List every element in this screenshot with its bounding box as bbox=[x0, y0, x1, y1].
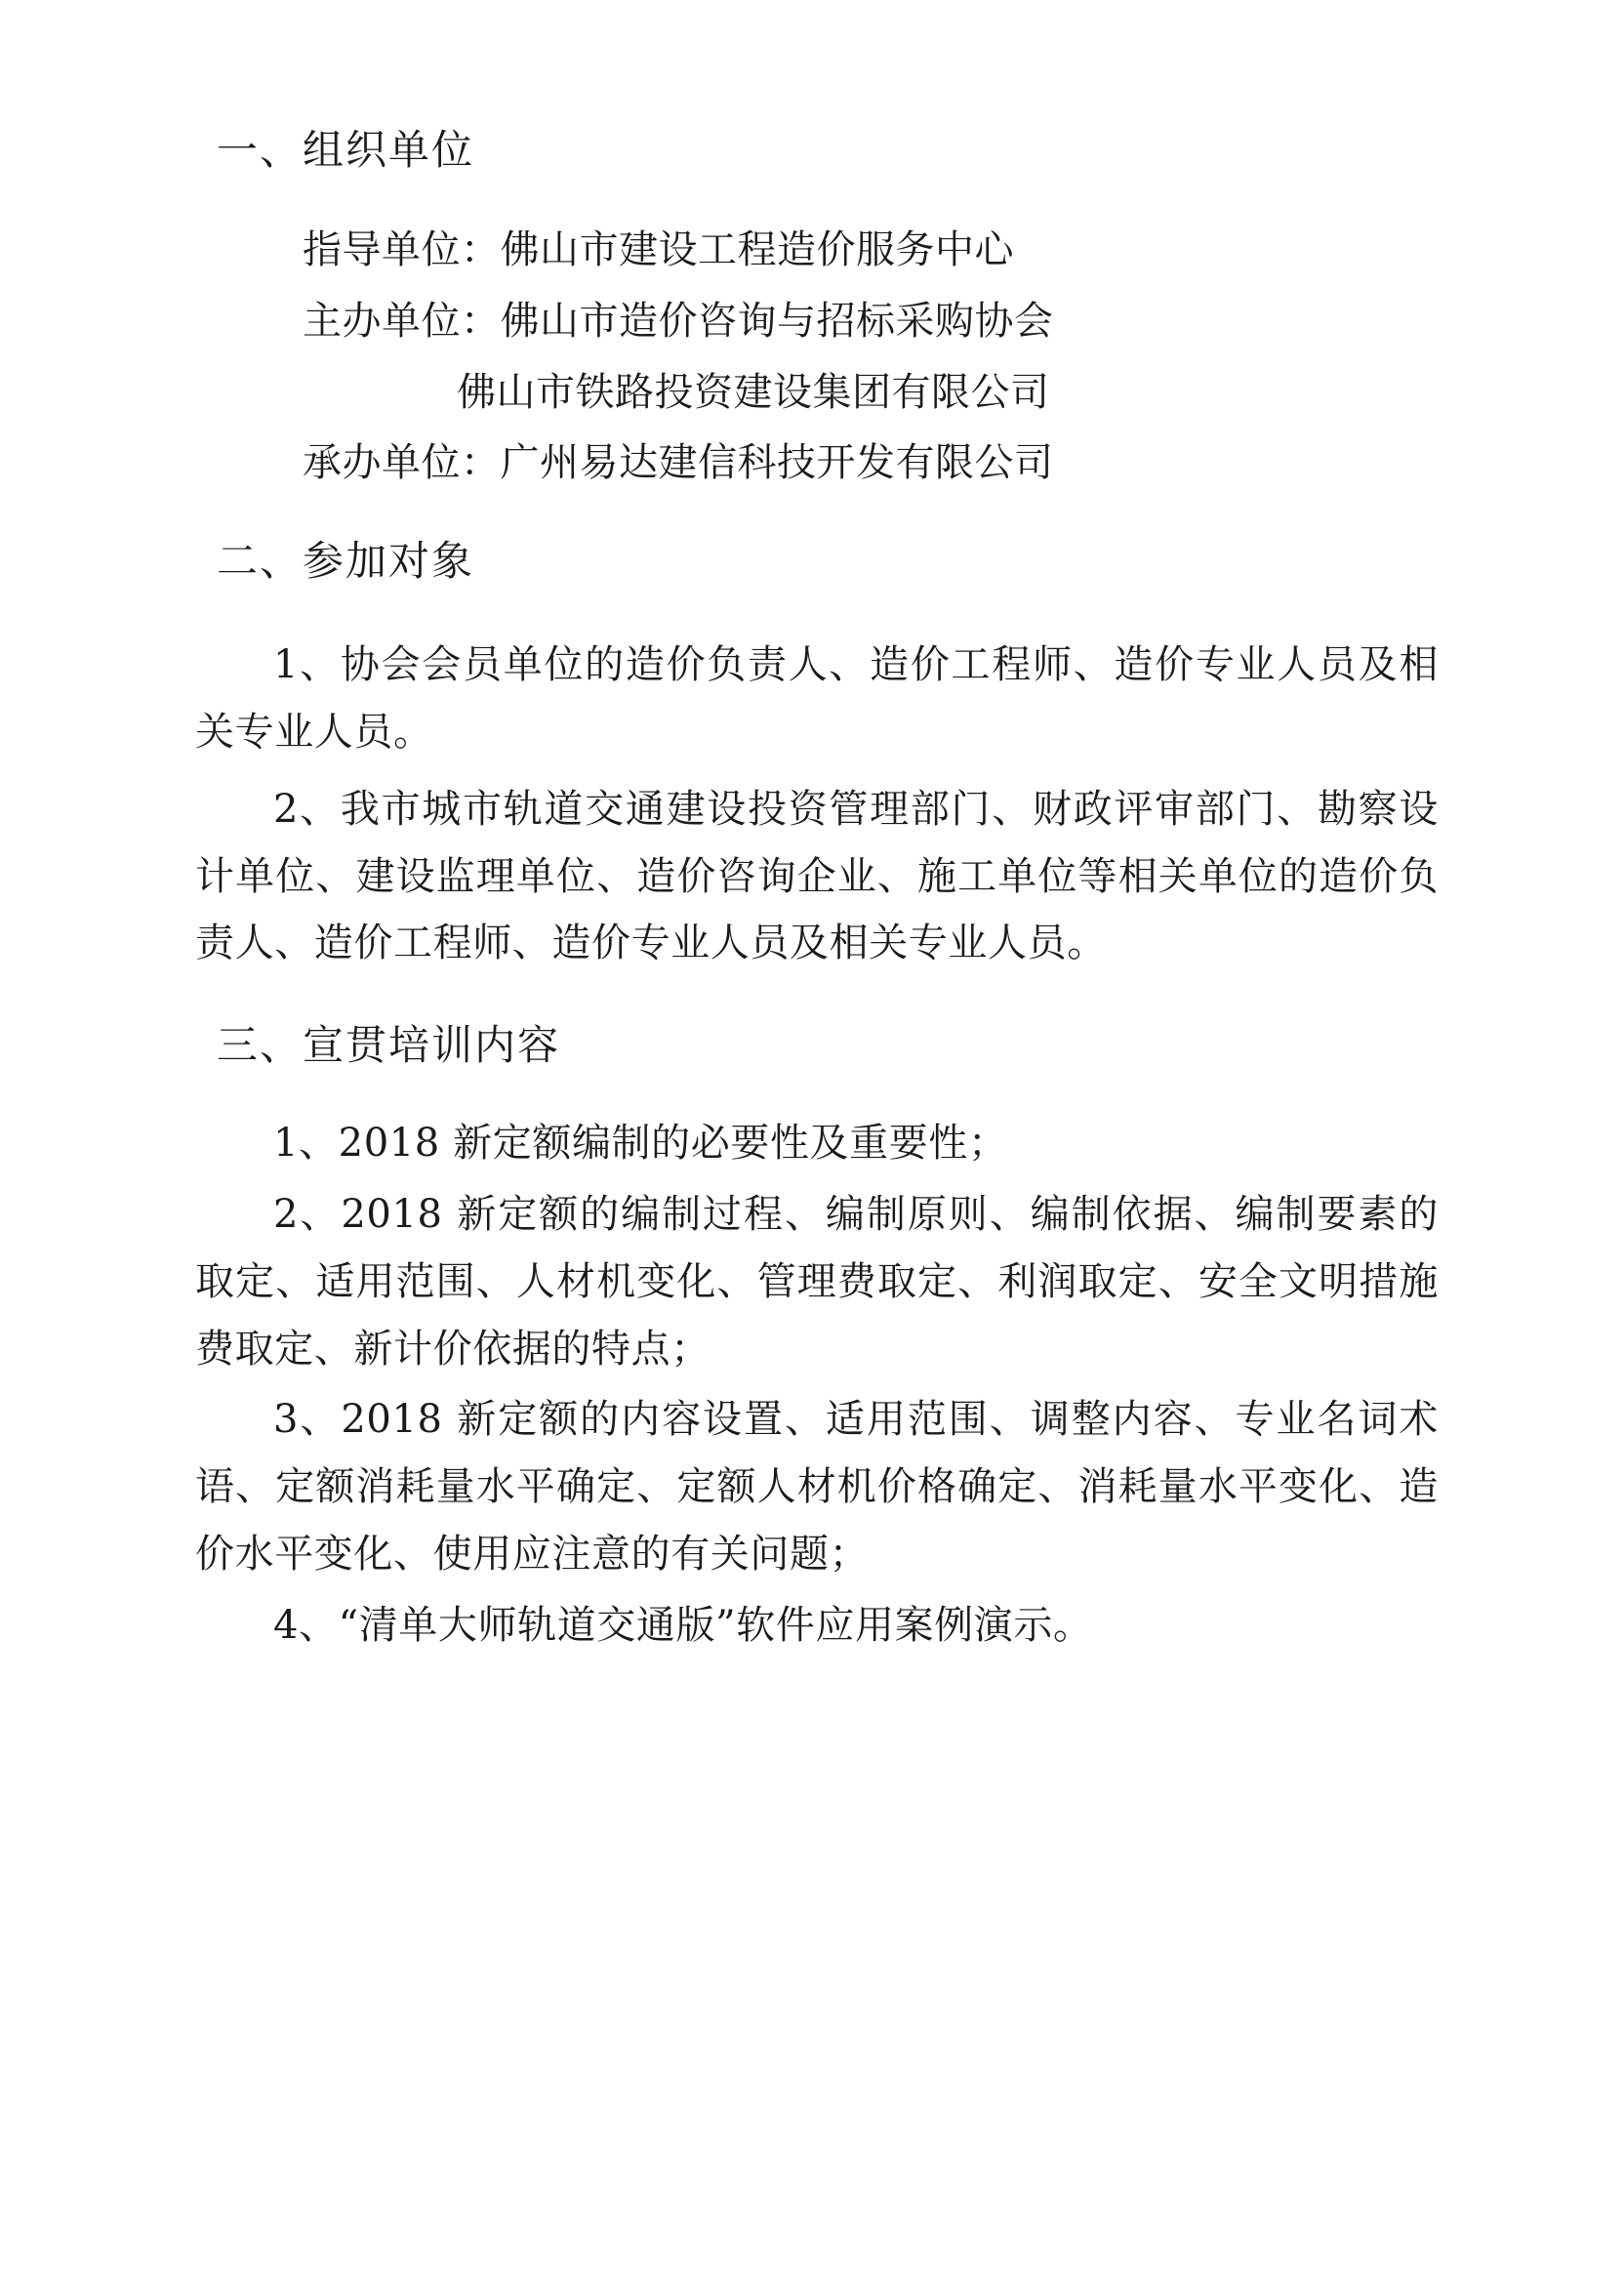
spacer bbox=[195, 1092, 1439, 1106]
spacer bbox=[195, 608, 1439, 622]
training-item-1: 1、2018 新定额编制的必要性及重要性； bbox=[273, 1121, 1008, 1167]
participants-item-1: 1、协会会员单位的造价负责人、造价工程师、造价专业人员及相关专业人员。 bbox=[195, 642, 1439, 756]
organizer-line-guidance: 指导单位：佛山市建设工程造价服务中心 bbox=[303, 227, 1014, 273]
spacer bbox=[195, 197, 1439, 211]
section-heading-organizers: 一、组织单位 bbox=[217, 126, 475, 174]
spacer bbox=[195, 987, 1439, 1012]
organizer-line-undertaker: 承办单位：广州易达建信科技开发有限公司 bbox=[303, 440, 1054, 486]
document-body bbox=[195, 117, 1439, 1660]
section-participants bbox=[195, 528, 1439, 977]
section-heading-participants: 二、参加对象 bbox=[217, 537, 475, 586]
section-heading-training-content: 三、宣贯培训内容 bbox=[217, 1021, 561, 1070]
section-organizers bbox=[195, 117, 1439, 495]
spacer bbox=[195, 503, 1439, 528]
section-training-content bbox=[195, 1012, 1439, 1659]
organizer-line-host: 主办单位：佛山市造价咨询与招标采购协会 bbox=[303, 298, 1054, 344]
training-item-3: 3、2018 新定额的内容设置、适用范围、调整内容、专业名词术语、定额消耗量水平确定、定额人材机价格确定、消耗量水平变化、造价水平变化、使用应注意的有关问题； bbox=[195, 1397, 1439, 1578]
participants-item-2: 2、我市城市轨道交通建设投资管理部门、财政评审部门、勘察设计单位、建设监理单位、造价咨询企业、施工单位等相关单位的造价负责人、造价工程师、造价专业人员及相关专业人员。 bbox=[195, 786, 1439, 966]
training-item-4: 4、“清单大师轨道交通版”软件应用案例演示。 bbox=[273, 1602, 1093, 1648]
organizer-line-host-continuation: 佛山市铁路投资建设集团有限公司 bbox=[457, 369, 1050, 415]
training-item-2: 2、2018 新定额的编制过程、编制原则、编制依据、编制要素的取定、适用范围、人材机变化、管理费取定、利润取定、安全文明措施费取定、新计价依据的特点； bbox=[195, 1192, 1439, 1372]
